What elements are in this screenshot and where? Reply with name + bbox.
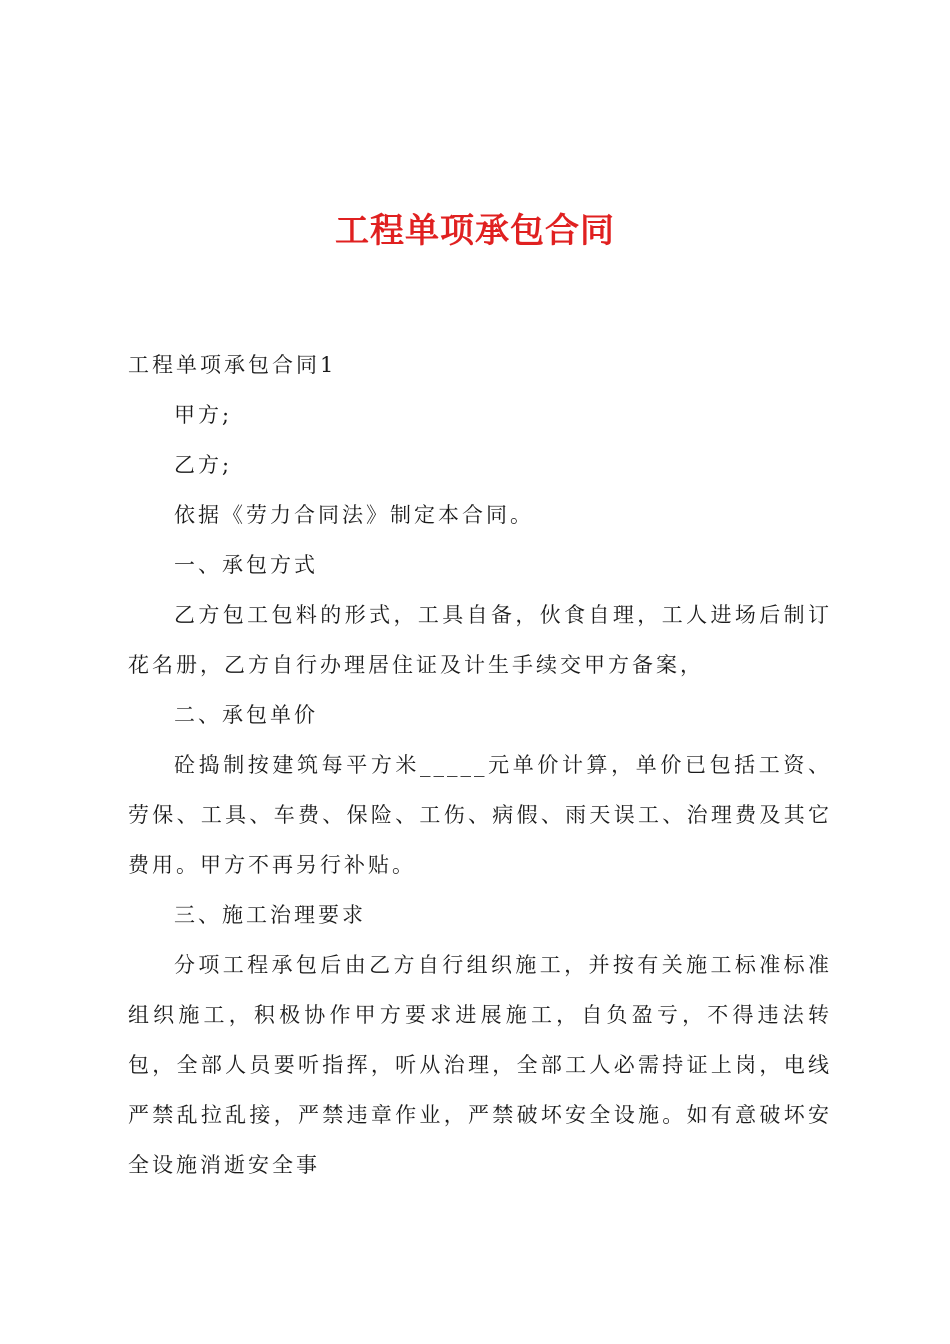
clause-heading-1: 一、承包方式 bbox=[174, 553, 318, 577]
clause-body-3: 分项工程承包后由乙方自行组织施工，并按有关施工标准标准组织施工，积极协作甲方要求进展施工，自负盈亏，不得违法转包，全部人员要听指挥，听从治理，全部工人必需持证上岗，电线严禁乱拉乱接，严禁违章作业，严禁破坏安全设施。如有意破坏安全设施消逝安全事 bbox=[128, 953, 832, 1177]
clause-body-2: 砼捣制按建筑每平方米_____元单价计算，单价已包括工资、劳保、工具、车费、保险、工伤、病假、雨天误工、治理费及其它费用。甲方不再另行补贴。 bbox=[128, 753, 832, 877]
basis-paragraph: 依据《劳力合同法》制定本合同。 bbox=[174, 503, 534, 527]
document-body bbox=[128, 340, 832, 1190]
clause-heading-2: 二、承包单价 bbox=[174, 703, 318, 727]
document-title: 工程单项承包合同 bbox=[335, 211, 615, 251]
party-a-line: 甲方; bbox=[174, 403, 233, 427]
clause-heading-3: 三、施工治理要求 bbox=[174, 903, 366, 927]
clause-body-1: 乙方包工包料的形式，工具自备，伙食自理，工人进场后制订花名册，乙方自行办理居住证及计生手续交甲方备案， bbox=[128, 603, 832, 677]
section-heading: 工程单项承包合同1 bbox=[128, 353, 337, 377]
party-b-line: 乙方; bbox=[174, 453, 233, 477]
